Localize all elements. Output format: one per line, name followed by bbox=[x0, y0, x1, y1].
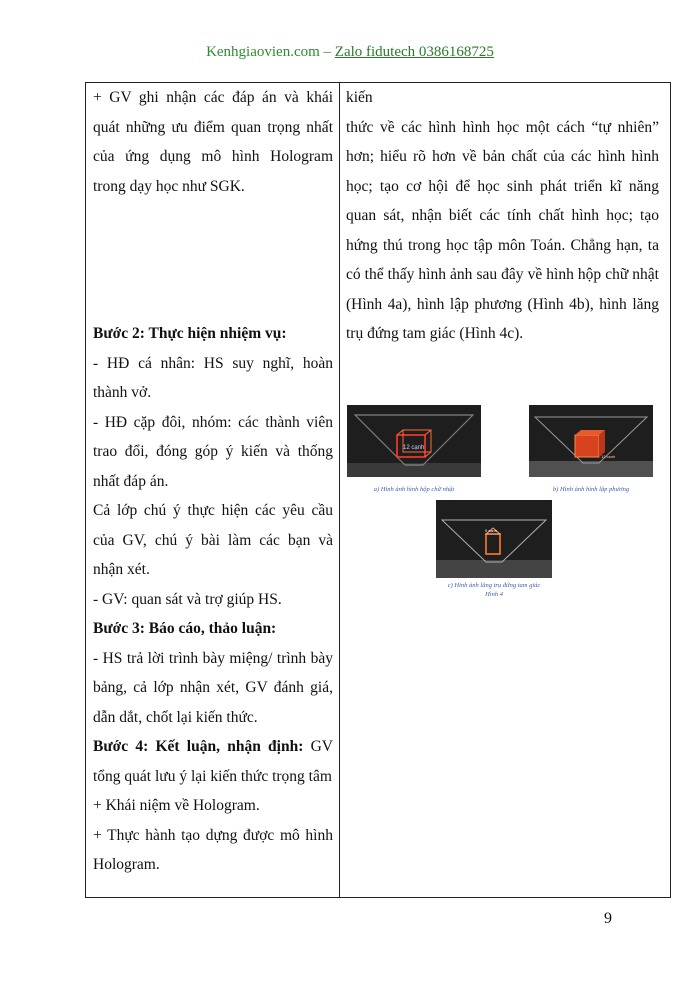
right-first-line: kiến bbox=[346, 89, 373, 106]
caption-b: b) Hình ảnh hình lập phương bbox=[552, 486, 630, 493]
left-column bbox=[93, 83, 333, 880]
right-column bbox=[346, 83, 659, 349]
step4-title: Bước 4: Kết luận, nhận định: bbox=[93, 738, 304, 755]
figure-title: Hình 4 bbox=[485, 591, 503, 598]
column-divider bbox=[339, 83, 340, 897]
caption-c: c) Hình ảnh lăng trụ đứng tam giác bbox=[447, 582, 541, 589]
header-separator: – bbox=[319, 44, 335, 60]
contact-link[interactable]: Zalo fidutech 0386168725 bbox=[334, 44, 494, 60]
photo-b-label: 12 cạnh bbox=[601, 454, 616, 459]
photo-cube bbox=[529, 405, 653, 477]
step4-text: GV tổng quát lưu ý lại kiến thức trọng tâm bbox=[93, 738, 333, 785]
page-number: 9 bbox=[604, 910, 612, 927]
spacer bbox=[93, 201, 333, 319]
step4-block bbox=[93, 732, 333, 791]
step2-title: Bước 2: Thực hiện nhiệm vụ: bbox=[93, 325, 287, 342]
photo-c-label: 9 cạnh bbox=[485, 528, 498, 533]
step3-item: - HS trả lời trình bày miệng/ trình bày bảng, cả lớp nhận xét, GV đánh giá, dẫn dắt, chốt lại kiến thức. bbox=[93, 649, 333, 726]
step3-title: Bước 3: Báo cáo, thảo luận: bbox=[93, 620, 277, 637]
caption-a: a) Hình ảnh hình hộp chữ nhật bbox=[373, 486, 455, 493]
right-paragraph: thức về các hình hình học một cách “tự nhiên” hơn; hiểu rõ hơn về bản chất của các hình hình học; tạo cơ hội để học sinh phát triển kĩ năng quan sát, nhận biết các tính chất hình học; tạo hứng thú trong học tập môn Toán. Chẳng hạn, ta có thể thấy hình ảnh sau đây về hình hộp chữ nhật (Hình 4a), hình lập phương (Hình 4b), hình lăng trụ đứng tam giác (Hình 4c). bbox=[346, 118, 659, 342]
lesson-table bbox=[85, 82, 671, 898]
photo-cuboid bbox=[347, 405, 481, 477]
intro-text: + GV ghi nhận các đáp án và khái quát những ưu điểm quan trọng nhất của ứng dụng mô hình Hologram trong dạy học như SGK. bbox=[93, 89, 333, 195]
step4-item: + Thực hành tạo dựng được mô hình Hologram. bbox=[93, 826, 333, 873]
figure-4 bbox=[344, 401, 666, 601]
step2-item: - HĐ cá nhân: HS suy nghĩ, hoàn thành vở. bbox=[93, 354, 333, 401]
page-header bbox=[0, 44, 700, 61]
step2-item: - GV: quan sát và trợ giúp HS. bbox=[93, 590, 282, 608]
photo-prism bbox=[436, 500, 552, 578]
hologram-pyramid-icon bbox=[436, 500, 552, 578]
step4-item: + Khái niệm về Hologram. bbox=[93, 797, 260, 814]
hologram-pyramid-icon bbox=[347, 405, 481, 477]
site-name: Kenhgiaovien.com bbox=[206, 44, 320, 60]
step2-item: - HĐ cặp đôi, nhóm: các thành viên trao đổi, đóng góp ý kiến và thống nhất đáp án. bbox=[93, 413, 333, 490]
hologram-pyramid-icon bbox=[529, 405, 653, 477]
step2-item: Cả lớp chú ý thực hiện các yêu cầu của GV, chú ý bài làm các bạn và nhận xét. bbox=[93, 502, 333, 578]
photo-a-label: 12 cạnh bbox=[403, 445, 425, 451]
